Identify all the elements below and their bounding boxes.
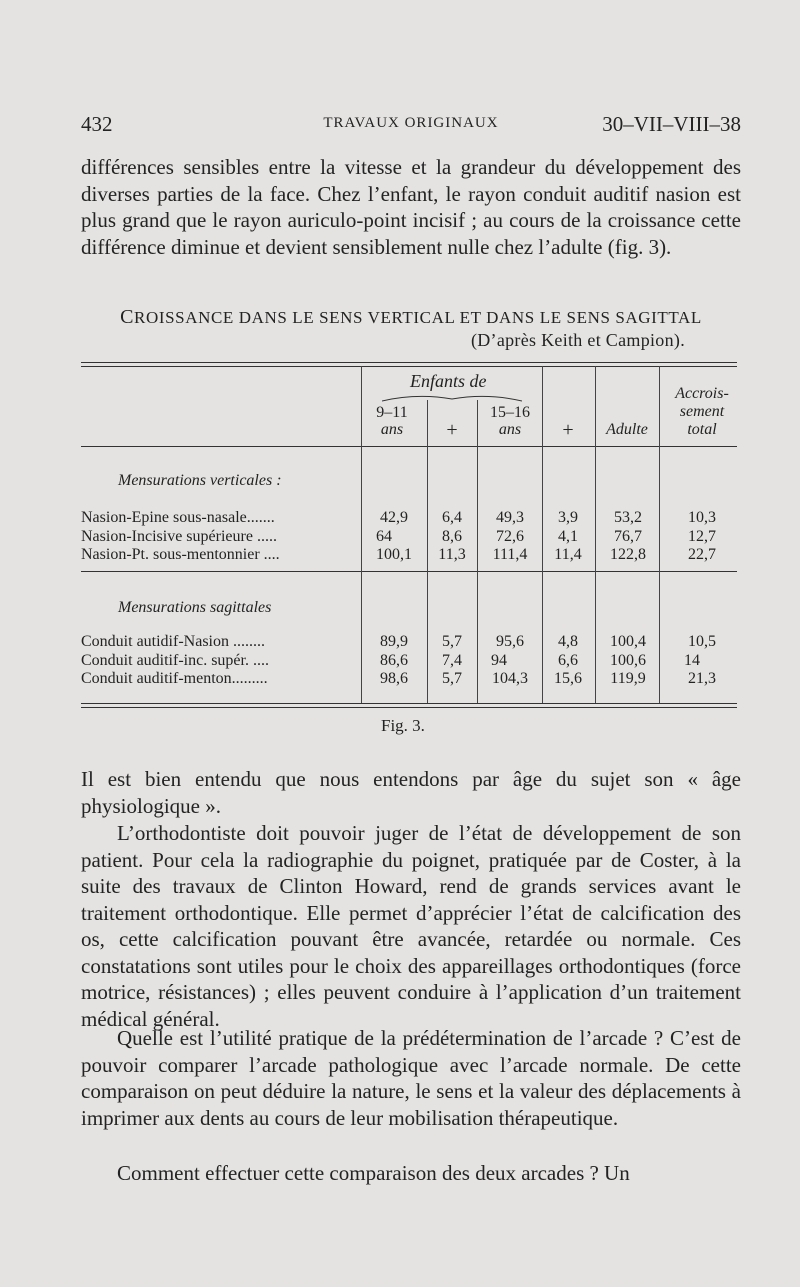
- col-plus-2: +: [562, 419, 574, 441]
- col-accroissement-1: Accrois-: [675, 385, 729, 402]
- group-header-enfants: Enfants de: [410, 371, 487, 391]
- col-15-16: 15–16: [490, 404, 530, 421]
- section-title-verticales: Mensurations verticales :: [118, 472, 282, 489]
- col-9-11: 9–11: [376, 404, 408, 421]
- figure-label: Fig. 3.: [381, 716, 425, 735]
- issue-date: 30–VII–VIII–38: [602, 112, 741, 136]
- table-subtitle: (D’après Keith et Campion).: [470, 330, 685, 350]
- page-number: 432: [81, 112, 113, 136]
- col-15-16-ans: ans: [498, 421, 522, 438]
- col-accroissement-3: total: [687, 421, 717, 438]
- page-header: [81, 112, 741, 142]
- section-title-sagittales: Mensurations sagittales: [118, 599, 272, 616]
- table-top-rule: [81, 362, 737, 363]
- paragraph-comparaison: Comment effectuer cette comparaison des deux arcades ? Un: [117, 1161, 630, 1185]
- col-plus-1: +: [446, 419, 458, 441]
- table-title: CROISSANCE DANS LE SENS VERTICAL ET DANS LE SENS SAGITTAL: [120, 306, 702, 328]
- col-adulte: Adulte: [606, 421, 648, 438]
- paragraph-orthodontiste: L’orthodontiste doit pouvoir juger de l’état de développement de son patient. Pour cela la radiographie du poignet, pratiquée par de Coster, à la suite des travaux de Clinton Howard, rend de grands services avant le traitement orthodontique. Elle permet d’apprécier l’état de calcification des os, cette calcification pouvant être avancée, retardée ou normale. Ces constatations sont utiles pour le choix des appareillages orthodontiques (force motrice, résistances) ; elles peuvent conduire à l’application d’un traitement médical général.: [81, 821, 741, 1031]
- table-bottom-rule-2: [81, 707, 737, 708]
- header-bottom-rule: [81, 446, 737, 447]
- col-9-11-ans: ans: [380, 421, 404, 438]
- group-brace: [382, 391, 522, 403]
- intro-paragraph: différences sensibles entre la vitesse et la grandeur du développement des diverses parties de la face. Chez l’enfant, le rayon conduit auditif nasion est plus grand que le rayon auriculo-point incisif ; au cours de la croissance cette différence diminue et devient sensiblement nulle chez l’adulte (fig. 3).: [81, 155, 741, 259]
- running-title: TRAVAUX ORIGINAUX: [323, 115, 499, 131]
- table-top-rule-2: [81, 366, 737, 367]
- table-bottom-rule: [81, 703, 737, 704]
- section-divider-rule: [81, 571, 737, 572]
- col-accroissement-2: sement: [679, 403, 725, 420]
- paragraph-utilite: Quelle est l’utilité pratique de la prédétermination de l’arcade ? C’est de pouvoir comparer l’arcade pathologique avec l’arcade normale. De cette comparaison on peut déduire la nature, le sens et la valeur des déplacements à imprimer aux dents au cours de leur mobilisation thérapeutique.: [81, 1026, 741, 1130]
- paragraph-age: Il est bien entendu que nous entendons par âge du sujet son « âge physiologique ».: [81, 767, 741, 818]
